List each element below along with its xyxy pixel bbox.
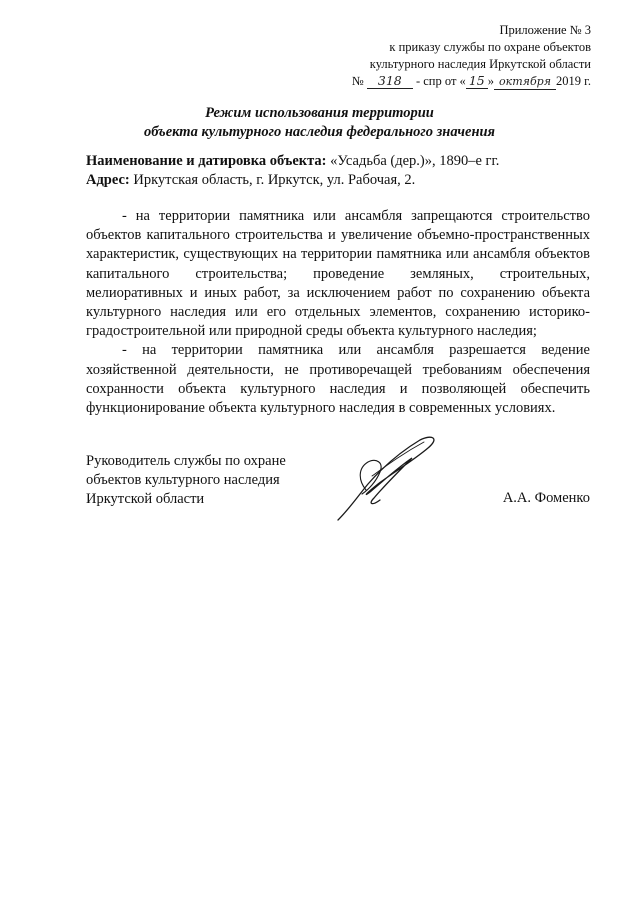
appendix-header [291,22,591,90]
regulation-paragraph-1: - на территории памятника или ансамбля запрещаются строительство объектов капитального строительства и увеличение объемно-пространственных характеристик, существующих на территории памятника или ансамбля объектов капитального строительства; проведение земляных, строительных, мелиоративных и иных работ, за исключением работ по сохранению объекта культурного наследия или его отдельных элементов, сохранению историко-градостроительной или природной среды объекта культурного наследия; [86,208,590,340]
order-number-handwritten: 318 [367,74,413,89]
signatory-position [86,452,286,509]
object-info [86,152,591,190]
position-line-3: Иркутской области [86,491,205,507]
object-address-label: Адрес: [86,172,130,188]
object-name-row [86,152,591,171]
position-line-1: Руководитель службы по охране [86,453,286,469]
order-number-label: № [351,74,364,88]
regulation-text [86,207,590,418]
object-name-label: Наименование и датировка объекта: [86,153,327,169]
title-line-1: Режим использования территории [205,105,434,121]
object-address-value: Иркутская область, г. Иркутск, ул. Рабочая, 2. [129,172,416,188]
position-line-2: объектов культурного наследия [86,472,280,488]
order-reference [291,73,591,90]
order-year: 2019 г. [556,74,591,88]
appendix-line-3: культурного наследия Иркутской области [369,57,591,71]
title-line-2: объекта культурного наследия федерального значения [143,124,496,140]
handwritten-signature [328,432,448,524]
order-month-handwritten: октября [494,75,556,90]
order-mid-text: - спр от « [415,74,466,88]
object-name-value: «Усадьба (дер.)», 1890–е гг. [326,153,500,169]
appendix-line-1: Приложение № 3 [499,23,591,37]
appendix-line-2: к приказу службы по охране объектов [389,40,591,54]
document-title [60,104,579,142]
order-day-close: » [487,74,495,88]
order-day-handwritten: 15 [466,74,488,89]
signer-name: А.А. Фоменко [502,490,590,506]
object-address-row [86,171,591,190]
regulation-paragraph-2: - на территории памятника или ансамбля разрешается ведение хозяйственной деятельности, не противоречащей требованиям обеспечения сохранности объекта культурного наследия и позволяющей обеспечить функционирование объекта культурного наследия в современных условиях. [86,342,590,417]
